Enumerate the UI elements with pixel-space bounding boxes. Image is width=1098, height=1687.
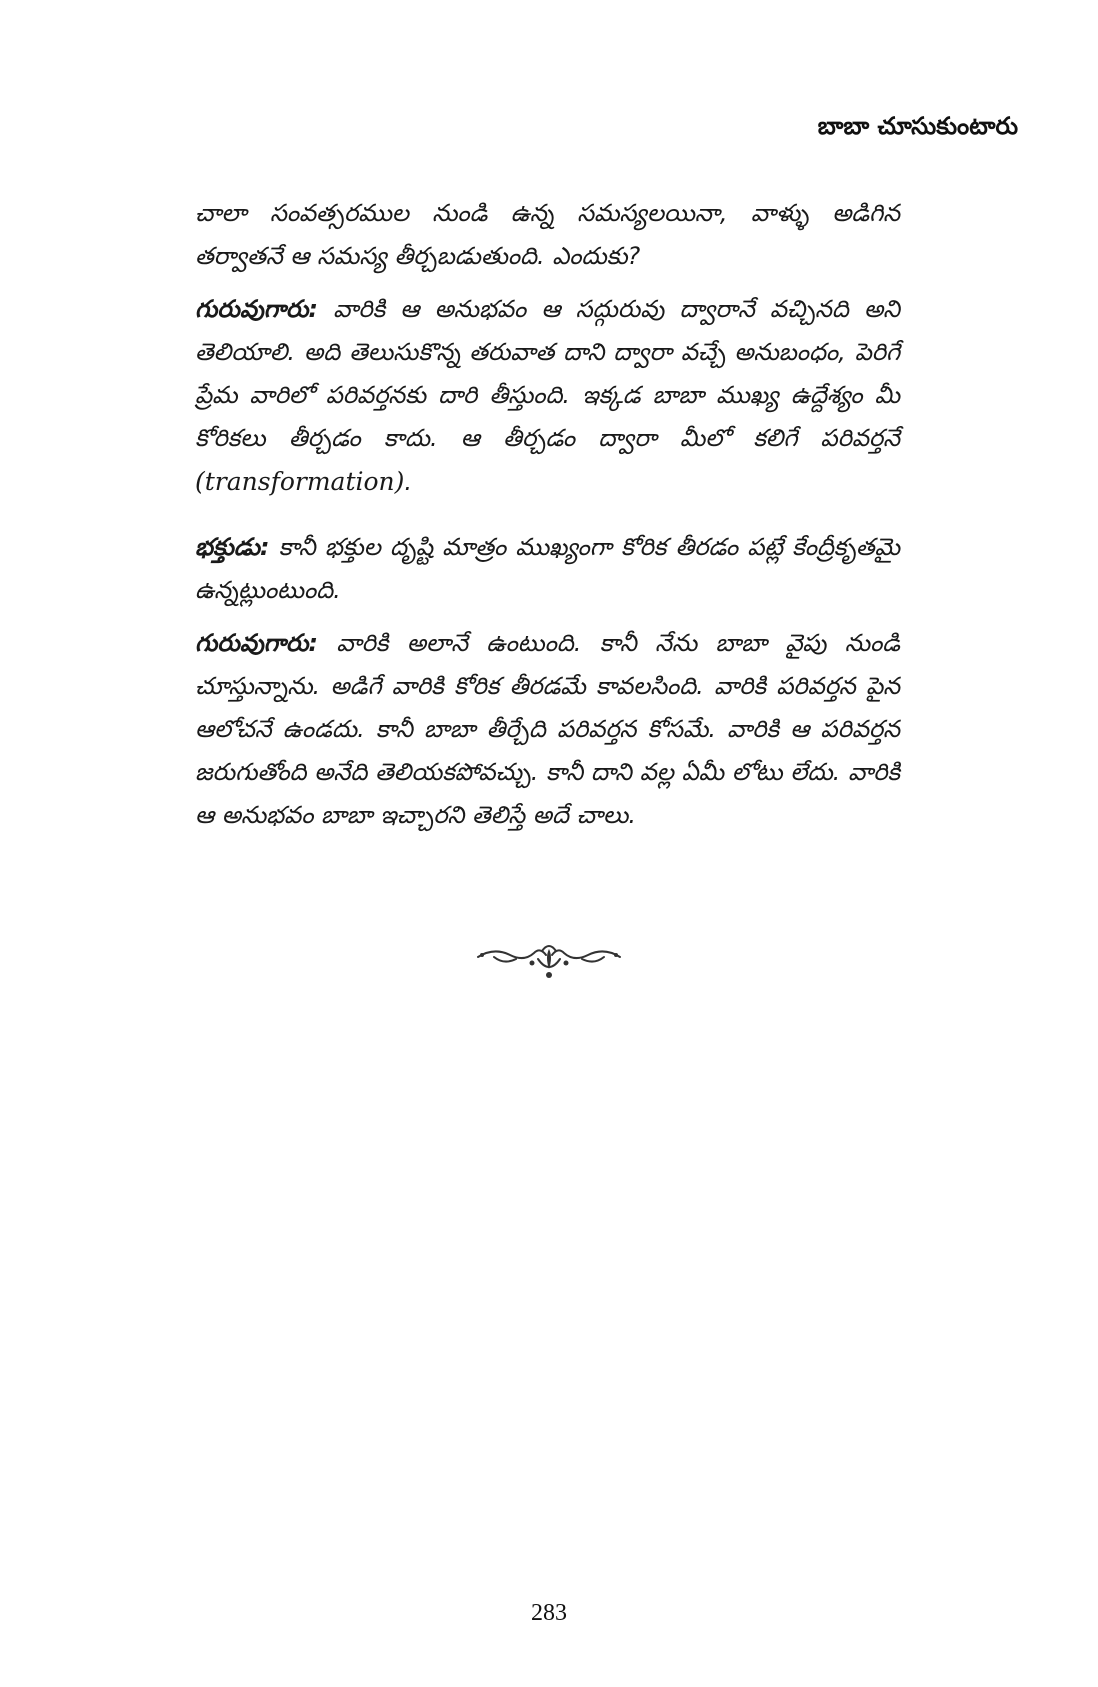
ornament-divider-icon xyxy=(474,935,624,985)
running-header: బాబా చూసుకుంటారు xyxy=(817,112,1018,140)
english-term: (transformation) xyxy=(195,467,405,496)
paragraph-guru-answer-1 xyxy=(195,288,900,504)
paragraph-text: వారికి ఆ అనుభవం ఆ సద్గురువు ద్వారానే వచ్చినది అని తెలియాలి. అది తెలుసుకొన్న తరువాత దాని ద్వారా వచ్చే అనుబంధం, పెరిగే ప్రేమ వారిలో పరివర్తనకు దారి తీస్తుంది. ఇక్కడ బాబా ముఖ్య ఉద్దేశ్యం మీ కోరికలు తీర్చడం కాదు. ఆ తీర్చడం ద్వారా మీలో కలిగే పరివర్తనే xyxy=(195,295,900,452)
paragraph-devotee xyxy=(195,526,900,612)
speaker-label: గురువుగారు: xyxy=(195,629,319,657)
paragraph-text: వారికి అలానే ఉంటుంది. కానీ నేను బాబా వైపు నుండి చూస్తున్నాను. అడిగే వారికి కోరిక తీరడమే కావలసింది. వారికి పరివర్తన పైన ఆలోచనే ఉండదు. కానీ బాబా తీర్చేది పరివర్తన కోసమే. వారికి ఆ పరివర్తన జరుగుతోంది అనేది తెలియకపోవచ్చు. కానీ దాని వల్ల ఏమీ లోటు లేదు. వారికి ఆ అనుభవం బాబా ఇచ్చారని తెలిస్తే అదే చాలు. xyxy=(195,629,900,829)
paragraph-text: చాలా సంవత్సరముల నుండి ఉన్న సమస్యలయినా, వాళ్ళు అడిగిన తర్వాతనే ఆ సమస్య తీర్చబడుతుంది. ఎందుకు? xyxy=(195,199,900,270)
page-number: 283 xyxy=(531,1600,567,1626)
speaker-label: గురువుగారు: xyxy=(195,295,319,323)
paragraph-text: కానీ భక్తుల దృష్టి మాత్రం ముఖ్యంగా కోరిక తీరడం పట్లే కేంద్రీకృతమై ఉన్నట్లుంటుంది. xyxy=(195,533,900,604)
body-text xyxy=(195,192,900,847)
speaker-label: భక్తుడు: xyxy=(195,533,270,561)
paragraph-question xyxy=(195,192,900,278)
paragraph-guru-answer-2 xyxy=(195,622,900,837)
paragraph-tail: . xyxy=(404,468,413,496)
